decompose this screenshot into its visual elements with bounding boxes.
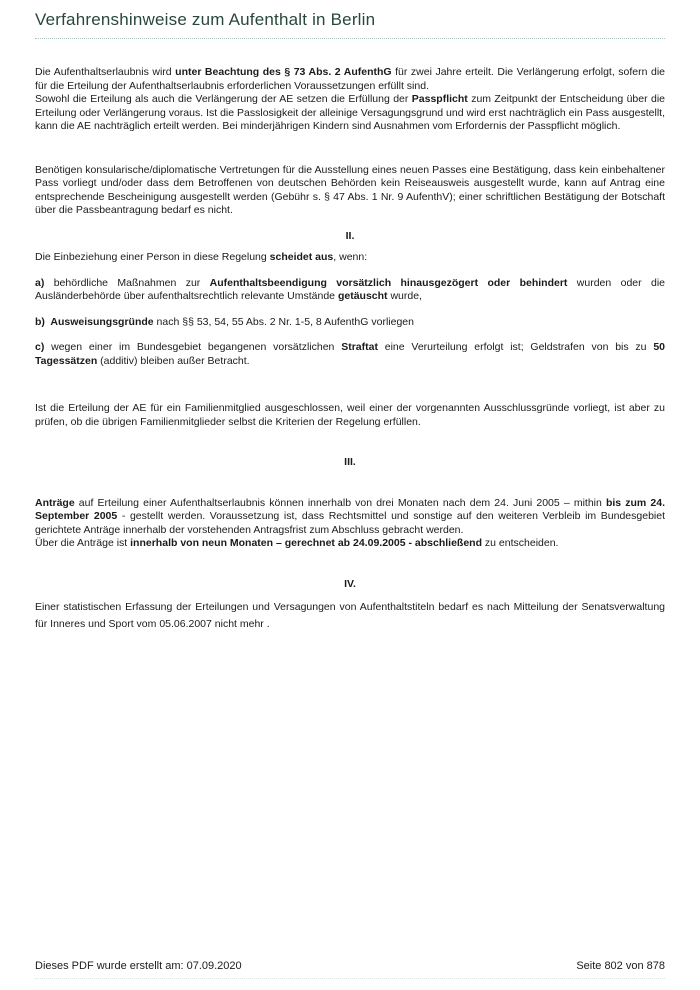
statistik-paragraph: Einer statistischen Erfassung der Erteilungen und Versagungen von Aufenthaltstiteln bedarf es nach Mitteilung der Senatsverwaltung für Inneres und Sport vom 05.06.2007 nicht mehr .	[35, 601, 665, 630]
passpflicht-paragraph: Sowohl die Erteilung als auch die Verlängerung der AE setzen die Erfüllung der Passpflicht zum Zeitpunkt der Entscheidung über die Erteilung oder Verlängerung voraus. Ist die Passlosigkeit der alleinige Versagungsgrund und wird erst nachträglich ein Pass ausgestellt, kann die AE nachträglich erteilt werden. Bei minderjährigen Kindern sind Ausnahmen vom Erfordernis der Passpflicht möglich.	[35, 93, 665, 132]
document-body	[35, 66, 665, 633]
footer-created-date: Dieses PDF wurde erstellt am: 07.09.2020	[35, 960, 242, 972]
section-heading-3: III.	[344, 456, 356, 468]
page-title: Verfahrenshinweise zum Aufenthalt in Berlin	[35, 9, 665, 39]
entscheidung-paragraph: Über die Anträge ist innerhalb von neun Monaten – gerechnet ab 24.09.2005 - abschließend zu entscheiden.	[35, 537, 559, 549]
list-item-a: a) behördliche Maßnahmen zur Aufenthaltsbeendigung vorsätzlich hinausgezögert oder behindert wurden oder die Ausländerbehörde über aufenthaltsrechtlich relevante Umstände getäuscht wurde,	[35, 276, 665, 302]
intro-paragraph: Die Aufenthaltserlaubnis wird unter Beachtung des § 73 Abs. 2 AufenthG für zwei Jahre erteilt. Die Verlängerung erfolgt, sofern die für die Erteilung der Aufenthaltserlaubnis erforderlichen Voraussetzungen erfüllt sind.	[35, 66, 665, 92]
einbeziehung-paragraph: Die Einbeziehung einer Person in diese Regelung scheidet aus, wenn:	[35, 251, 368, 263]
list-item-b: b) Ausweisungsgründe nach §§ 53, 54, 55 Abs. 2 Nr. 1-5, 8 AufenthG vorliegen	[35, 315, 414, 328]
list-item-c: c) wegen einer im Bundesgebiet begangenen vorsätzlichen Straftat eine Verurteilung erfolgt ist; Geldstrafen von bis zu 50 Tagessätzen (additiv) bleiben außer Betracht.	[35, 341, 666, 367]
familienmitglied-paragraph: Ist die Erteilung der AE für ein Familienmitglied ausgeschlossen, weil einer der vorgenannten Ausschlussgründe vorliegt, ist aber zu prüfen, ob die übrigen Familienmitglieder selbst die Kriterien der Regelung erfüllen.	[35, 402, 665, 428]
section-heading-2: II.	[345, 229, 355, 242]
footer-page-number: Seite 802 von 878	[576, 960, 665, 972]
page-footer	[35, 960, 665, 979]
antraege-paragraph: Anträge auf Erteilung einer Aufenthaltserlaubnis können innerhalb von drei Monaten nach dem 24. Juni 2005 – mithin bis zum 24. September 2005 - gestellt werden. Voraussetzung ist, dass Rechtsmittel und sonstige auf den weiteren Verbleib im Bundesgebiet gerichtete Anträge innerhalb der vorstehenden Antragsfrist zum Abschluss gebracht werden.	[35, 496, 666, 536]
section-heading-4: IV.	[344, 577, 356, 590]
bescheinigung-paragraph: Benötigen konsularische/diplomatische Vertretungen für die Ausstellung eines neuen Passes eine Bestätigung, dass kein einbehaltener Pass vorliegt und/oder dass dem Betroffenen von deutschen Behörden kein Reiseausweis ausgestellt wurde, kann auf Antrag eine entsprechende Bescheinigung ausgestellt werden (Gebühr s. § 47 Abs. 1 Nr. 9 AufenthV); einer schriftlichen Bestätigung der Botschaft über die Passbeantragung bedarf es nicht.	[35, 163, 665, 216]
